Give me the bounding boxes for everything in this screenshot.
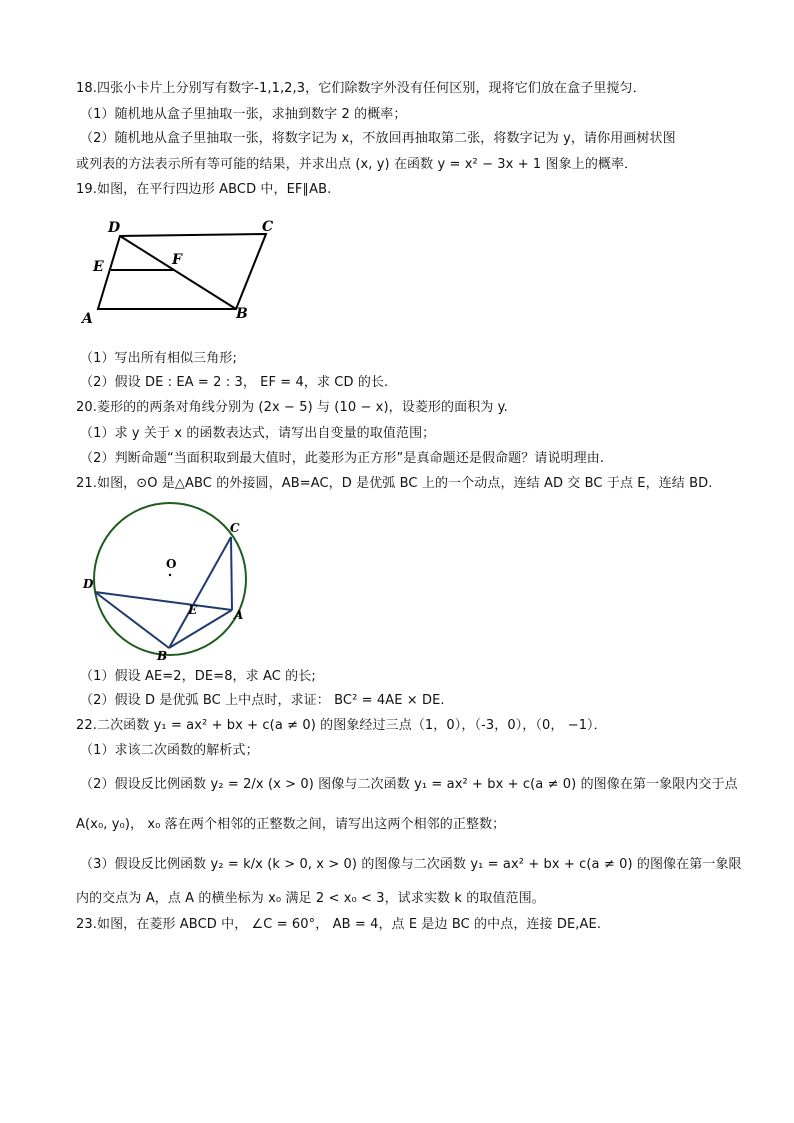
q18-part2-line1: （2）随机地从盒子里抽取一张，将数字记为 x，不放回再抽取第二张，将数字记为 y，请你用画树状图: [80, 131, 676, 146]
q21-part2: （2）假设 D 是优弧 BC 上中点时，求证： BC² = 4AE × DE.: [80, 693, 445, 708]
q19-part1: （1）写出所有相似三角形;: [80, 351, 237, 366]
parallelogram-abcd: [98, 234, 266, 309]
segment-bc: [169, 537, 231, 648]
label-o: O: [166, 557, 177, 571]
label-a: A: [82, 311, 93, 326]
circle-figure: [78, 500, 258, 662]
label-b: B: [236, 306, 248, 322]
label-e: E: [93, 259, 104, 275]
segment-ba: [169, 610, 232, 648]
q19-part2: （2）假设 DE : EA = 2 : 3， EF = 4，求 CD 的长.: [80, 375, 389, 390]
q21-stem: 21.如图，⊙O 是△ABC 的外接圆，AB=AC，D 是优弧 BC 上的一个动点，连结 AD 交 BC 于点 E，连结 BD.: [76, 476, 713, 491]
q18-part2-line2: 或列表的方法表示所有等可能的结果，并求出点 (x, y) 在函数 y = x² − 3x + 1 图象上的概率．: [76, 157, 638, 172]
q20-part1: （1）求 y 关于 x 的函数表达式，请写出自变量的取值范围；: [80, 426, 436, 441]
label-d: D: [83, 577, 94, 591]
q19-stem: 19.如图，在平行四边形 ABCD 中，EF∥AB.: [76, 182, 332, 197]
q22-part3-line2: 内的交点为 A，点 A 的横坐标为 x₀ 满足 2 < x₀ < 3，试求实数 k 的取值范围。: [76, 891, 545, 906]
q22-part1: （1）求该二次函数的解析式；: [80, 743, 259, 758]
q22-stem: 22.二次函数 y₁ = ax² + bx + c(a ≠ 0) 的图象经过三点（1，0），（-3，0），（0， −1）．: [76, 718, 607, 733]
q18-part1: （1）随机地从盒子里抽取一张，求抽到数字 2 的概率；: [80, 107, 407, 122]
q22-part3-line1: （3）假设反比例函数 y₂ = k/x (k > 0, x > 0) 的图像与二次函数 y₁ = ax² + bx + c(a ≠ 0) 的图像在第一象限: [80, 857, 742, 872]
label-a: A: [234, 608, 244, 622]
parallelogram-figure: [78, 214, 278, 326]
label-b: B: [157, 649, 168, 662]
label-d: D: [108, 220, 121, 236]
label-f: F: [172, 252, 182, 268]
q21-part1: （1）假设 AE=2，DE=8，求 AC 的长;: [80, 669, 316, 684]
center-point: [169, 574, 171, 576]
q20-stem: 20.菱形的的两条对角线分别为 (2x − 5) 与 (10 − x)，设菱形的面积为 y.: [76, 400, 508, 415]
q23-stem: 23.如图，在菱形 ABCD 中， ∠C = 60°， AB = 4，点 E 是边 BC 的中点，连接 DE,AE.: [76, 917, 602, 932]
q18-stem: 18.四张小卡片上分别写有数字-1,1,2,3，它们除数字外没有任何区别，现将它们放在盒子里搅匀．: [76, 81, 646, 96]
circumcircle-o: [94, 503, 246, 655]
q22-part2-line1: （2）假设反比例函数 y₂ = 2/x (x > 0) 图像与二次函数 y₁ = ax² + bx + c(a ≠ 0) 的图像在第一象限内交于点: [80, 777, 738, 792]
segment-ca: [231, 537, 232, 610]
label-c: C: [230, 521, 240, 535]
label-e: E: [188, 603, 198, 617]
diagonal-db: [120, 236, 236, 309]
label-c: C: [262, 219, 274, 235]
q20-part2: （2）判断命题“当面积取到最大值时，此菱形为正方形”是真命题还是假命题？请说明理由.: [80, 451, 605, 466]
q22-part2-line2: A(x₀, y₀)， x₀ 落在两个相邻的正整数之间，请写出这两个相邻的正整数；: [76, 817, 506, 832]
